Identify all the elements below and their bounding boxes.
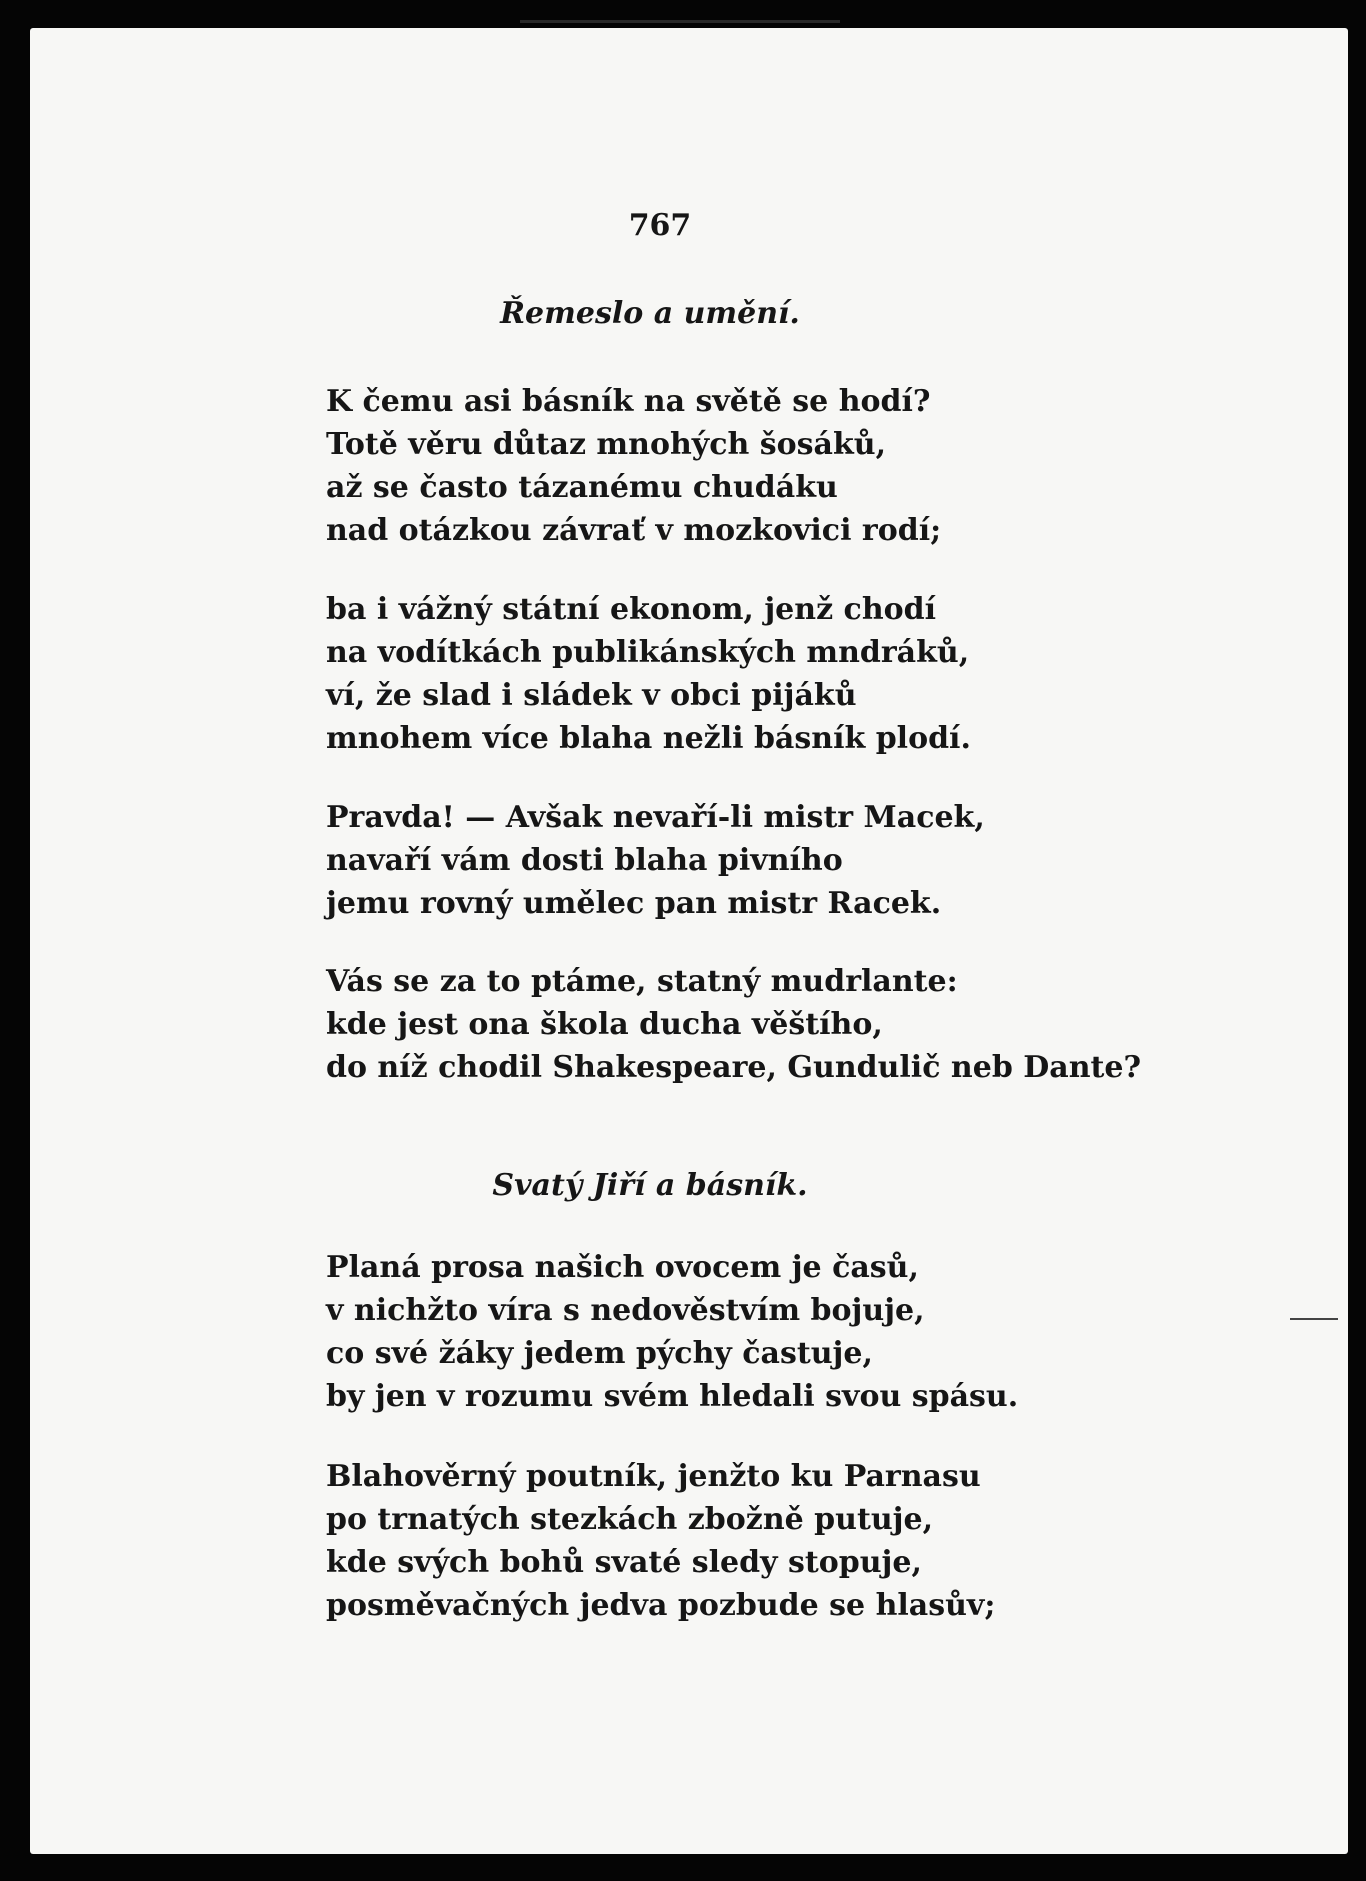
book-page <box>30 28 1348 1854</box>
verse-line: Totě věru důtaz mnohých šosáků, <box>326 427 887 462</box>
verse-line: na vodítkách publikánských mndráků, <box>326 635 970 670</box>
margin-mark <box>1290 1318 1338 1320</box>
verse-line: by jen v rozumu svém hledali svou spásu. <box>326 1379 1019 1414</box>
verse-line: po trnatých stezkách zbožně putuje, <box>326 1502 934 1537</box>
verse-line: jemu rovný umělec pan mistr Racek. <box>326 886 942 921</box>
verse-line: kde jest ona škola ducha věštího, <box>326 1007 883 1042</box>
poem-1-stanza-3 <box>326 796 985 925</box>
verse-line: Blahověrný poutník, jenžto ku Parnasu <box>326 1459 981 1494</box>
poem-title-svaty-jiri: Svatý Jiří a básník. <box>492 1168 808 1203</box>
verse-line: ví, že slad i sládek v obci pijáků <box>326 678 857 713</box>
poem-1-stanza-4 <box>326 960 1141 1089</box>
verse-line: ba i vážný státní ekonom, jenž chodí <box>326 592 937 627</box>
poem-1-stanza-2 <box>326 588 971 760</box>
poem-2-stanza-2 <box>326 1455 995 1627</box>
verse-line: kde svých bohů svaté sledy stopuje, <box>326 1545 922 1580</box>
verse-line: mnohem více blaha nežli básník plodí. <box>326 721 971 756</box>
poem-2-stanza-1 <box>326 1246 1018 1418</box>
verse-line: posměvačných jedva pozbude se hlasův; <box>326 1588 996 1623</box>
verse-line: až se často tázanému chudáku <box>326 470 838 505</box>
poem-1-stanza-1 <box>326 380 941 552</box>
page-number: 767 <box>628 208 692 243</box>
verse-line: Pravda! — Avšak nevaří-li mistr Macek, <box>326 800 985 835</box>
verse-line: K čemu asi básník na světě se hodí? <box>326 384 931 419</box>
verse-line: navaří vám dosti blaha pivního <box>326 843 843 878</box>
verse-line: do níž chodil Shakespeare, Gundulič neb Dante? <box>326 1050 1142 1085</box>
verse-line: Planá prosa našich ovocem je časů, <box>326 1250 919 1285</box>
poem-title-remeslo: Řemeslo a umění. <box>500 296 800 331</box>
verse-line: Vás se za to ptáme, statný mudrlante: <box>326 964 958 999</box>
top-edge-rule <box>520 20 840 23</box>
verse-line: co své žáky jedem pýchy častuje, <box>326 1336 873 1371</box>
verse-line: v nichžto víra s nedověstvím bojuje, <box>326 1293 925 1328</box>
verse-line: nad otázkou závrať v mozkovici rodí; <box>326 513 942 548</box>
